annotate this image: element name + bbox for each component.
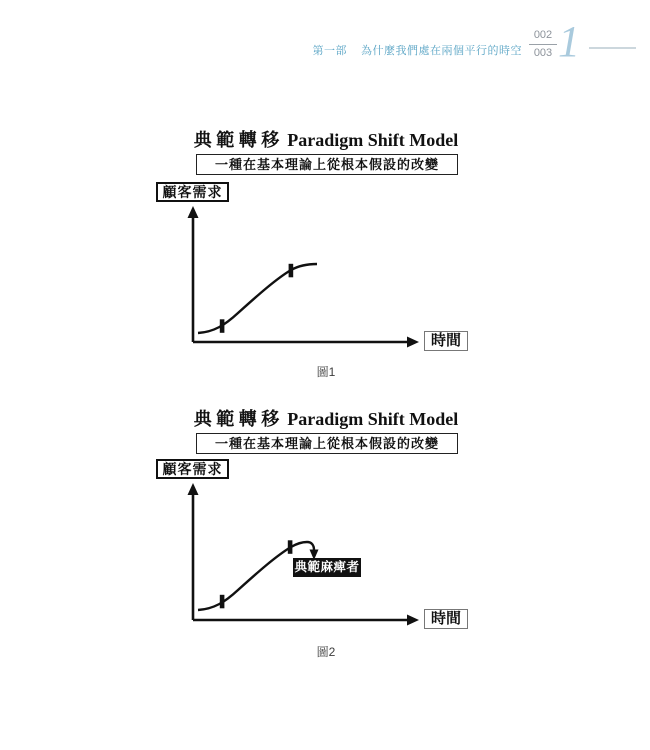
diagram2-y-axis-label: 顧客需求 [156, 459, 229, 479]
s-curve [198, 264, 317, 333]
page-number-top: 002 [533, 29, 553, 41]
diagram2-title-en: Paradigm Shift Model [287, 409, 459, 429]
y-axis-arrow-icon [188, 206, 199, 218]
diagram1-chart-canvas [180, 202, 430, 352]
page-number-bottom: 003 [533, 47, 553, 59]
x-axis-arrow-icon [407, 615, 419, 626]
header-dash-rule [589, 47, 636, 49]
tick-mark [220, 595, 225, 609]
header-chapter-title: 為什麼我們處在兩個平行的時空 [361, 45, 522, 57]
diagram2-title [151, 407, 501, 431]
diagram2-title-zh: 典 範 轉 移 [193, 409, 280, 429]
tick-mark [220, 319, 225, 333]
y-axis-arrow-icon [188, 483, 199, 495]
page-numbers [527, 28, 559, 61]
tick-mark [288, 540, 293, 554]
diagram1-title-en: Paradigm Shift Model [287, 130, 459, 150]
x-axis-arrow-icon [407, 337, 419, 348]
diagram1-title [151, 128, 501, 152]
diagram1-subtitle: 一種在基本理論上從根本假設的改變 [196, 154, 458, 175]
diagram2-x-axis-label: 時間 [424, 609, 468, 629]
diagram2-caption: 圖2 [316, 645, 336, 659]
diagram2-chart-canvas [180, 478, 430, 630]
diagram1-caption: 圖1 [316, 365, 336, 379]
header-section: 第一部 [312, 45, 347, 57]
diagram2-annotation: 典範麻痺者 [293, 558, 361, 577]
part-number: 1 [558, 17, 580, 66]
diagram1-title-zh: 典 範 轉 移 [193, 130, 280, 150]
tick-mark [289, 264, 294, 278]
diagram1-x-axis-label: 時間 [424, 331, 468, 351]
diagram2-subtitle: 一種在基本理論上從根本假設的改變 [196, 433, 458, 454]
running-header [0, 42, 522, 58]
page-number-divider [529, 44, 557, 45]
diagram1-y-axis-label: 顧客需求 [156, 182, 229, 202]
